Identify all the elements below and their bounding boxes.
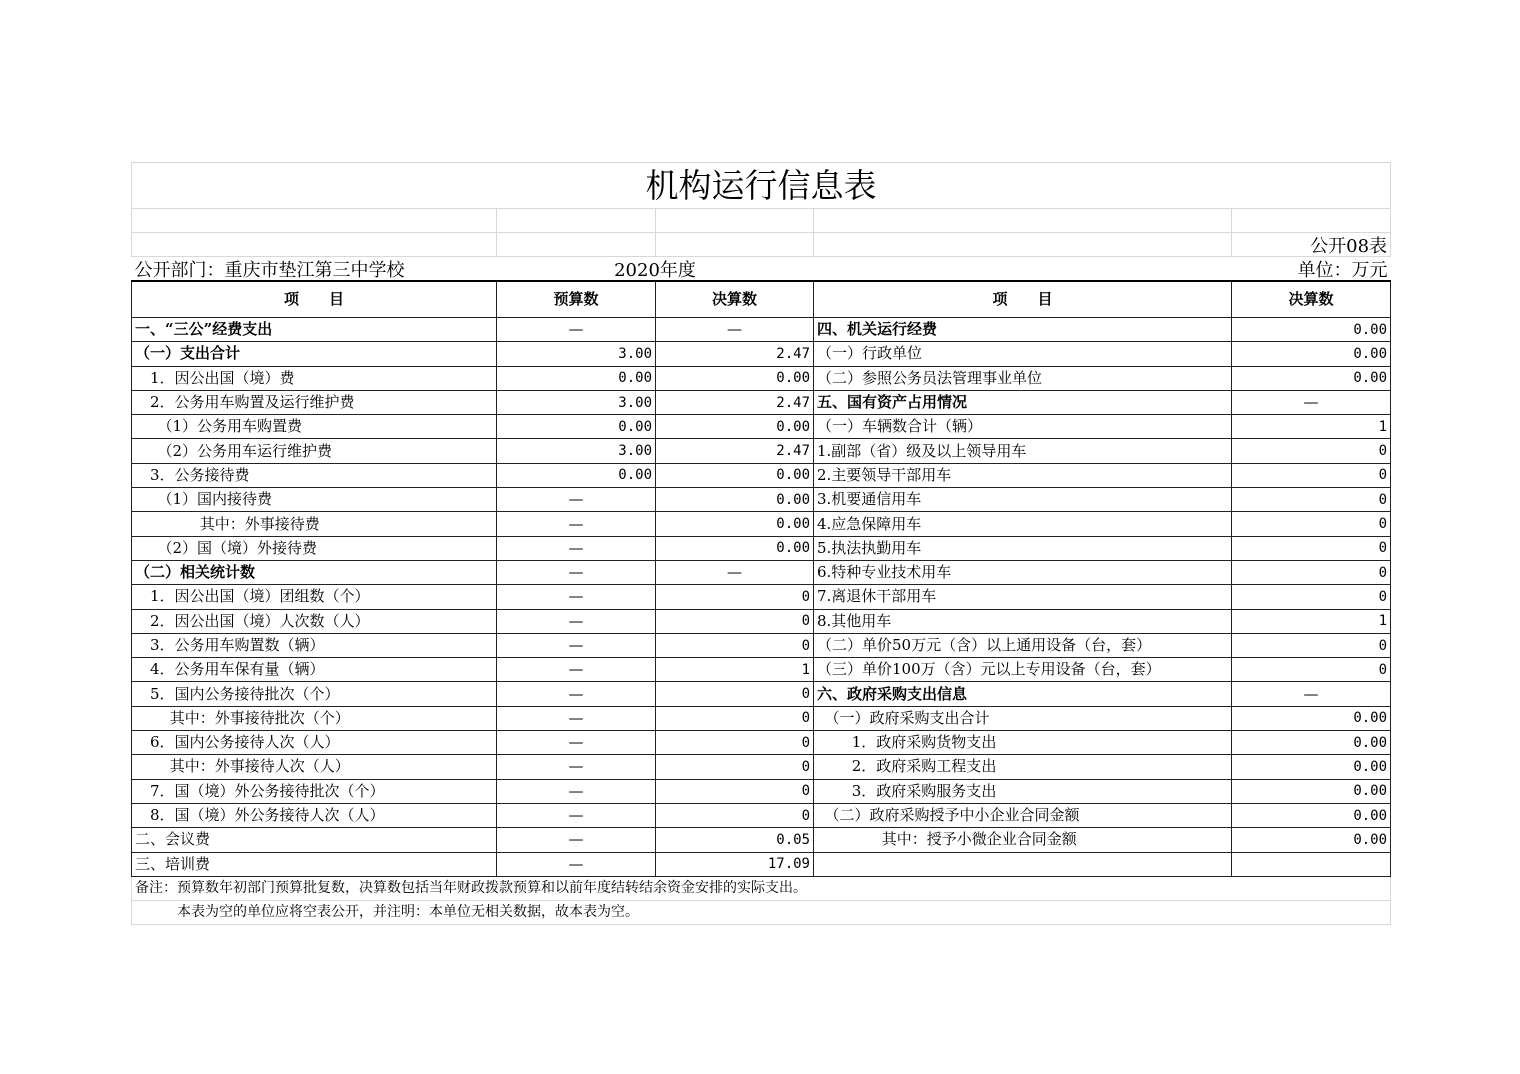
row-budget: —: [497, 706, 656, 730]
row-item-right: 3.机要通信用车: [814, 488, 1232, 512]
row-budget: —: [497, 536, 656, 560]
table-row: [132, 488, 1391, 512]
row-item-right: 6.特种专业技术用车: [814, 560, 1232, 584]
row-final: 2.47: [656, 390, 814, 414]
row-item: 2．因公出国（境）人次数（人）: [132, 609, 497, 633]
row-final-right: 1: [1232, 609, 1391, 633]
row-item: 一、“三公”经费支出: [132, 318, 497, 342]
row-final: 0.00: [656, 366, 814, 390]
table-row: [132, 536, 1391, 560]
row-final-right: 0.00: [1232, 803, 1391, 827]
row-item: 4．公务用车保有量（辆）: [132, 658, 497, 682]
table-row: [132, 463, 1391, 487]
row-final: 0: [656, 755, 814, 779]
row-budget: —: [497, 779, 656, 803]
row-final-right: 0.00: [1232, 779, 1391, 803]
row-final: 0: [656, 609, 814, 633]
table-header: [132, 281, 1391, 318]
table-row: [132, 633, 1391, 657]
note-line-2: 本表为空的单位应将空表公开，并注明：本单位无相关数据，故本表为空。: [132, 900, 1391, 924]
row-final: 0.00: [656, 415, 814, 439]
row-item-right: 3．政府采购服务支出: [814, 779, 1232, 803]
row-final: 0: [656, 585, 814, 609]
row-budget: —: [497, 488, 656, 512]
header-final: 决算数: [656, 281, 814, 318]
row-item-right: 2.主要领导干部用车: [814, 463, 1232, 487]
row-final: 0: [656, 682, 814, 706]
table-row: [132, 390, 1391, 414]
row-budget: —: [497, 512, 656, 536]
row-item: 7．国（境）外公务接待批次（个）: [132, 779, 497, 803]
header-item-left: 项 目: [132, 281, 497, 318]
row-final-right: 0.00: [1232, 366, 1391, 390]
row-budget: 0.00: [497, 463, 656, 487]
row-final: 0: [656, 731, 814, 755]
row-item-right: 8.其他用车: [814, 609, 1232, 633]
row-item-right: （二）单价50万元（含）以上通用设备（台，套）: [814, 633, 1232, 657]
row-item-right: （二）参照公务员法管理事业单位: [814, 366, 1232, 390]
row-final-right: 0: [1232, 463, 1391, 487]
row-final: —: [656, 318, 814, 342]
row-item: 二、会议费: [132, 828, 497, 852]
row-item: 5．国内公务接待批次（个）: [132, 682, 497, 706]
row-item-right: （一）车辆数合计（辆）: [814, 415, 1232, 439]
row-item: （2）公务用车运行维护费: [132, 439, 497, 463]
unit-label: 单位：万元: [1232, 257, 1391, 281]
row-final: 0: [656, 706, 814, 730]
table-row: [132, 366, 1391, 390]
row-item-right: 7.离退休干部用车: [814, 585, 1232, 609]
row-item: （1）公务用车购置费: [132, 415, 497, 439]
row-final-right: 0.00: [1232, 828, 1391, 852]
spacer-row: [132, 209, 1391, 233]
row-item: （2）国（境）外接待费: [132, 536, 497, 560]
row-budget: —: [497, 560, 656, 584]
row-item: 6．国内公务接待人次（人）: [132, 731, 497, 755]
row-budget: —: [497, 609, 656, 633]
row-item-right: （一）行政单位: [814, 342, 1232, 366]
row-final-right: —: [1232, 390, 1391, 414]
row-item: （二）相关统计数: [132, 560, 497, 584]
row-item: 2．公务用车购置及运行维护费: [132, 390, 497, 414]
table-row: [132, 779, 1391, 803]
row-final: —: [656, 560, 814, 584]
row-final-right: 0.00: [1232, 755, 1391, 779]
row-budget: —: [497, 731, 656, 755]
row-item-right: 五、国有资产占用情况: [814, 390, 1232, 414]
row-item-right: （一）政府采购支出合计: [814, 706, 1232, 730]
row-budget: —: [497, 828, 656, 852]
row-item: 1．因公出国（境）费: [132, 366, 497, 390]
row-budget: —: [497, 633, 656, 657]
row-final: 2.47: [656, 342, 814, 366]
row-budget: —: [497, 682, 656, 706]
row-item: 3．公务用车购置数（辆）: [132, 633, 497, 657]
row-final-right: 0.00: [1232, 342, 1391, 366]
row-final: 0.00: [656, 463, 814, 487]
row-budget: —: [497, 585, 656, 609]
table-row: [132, 342, 1391, 366]
table-row: [132, 585, 1391, 609]
row-item: 其中：外事接待费: [132, 512, 497, 536]
row-final: 1: [656, 658, 814, 682]
row-final-right: 0: [1232, 439, 1391, 463]
table-row: [132, 415, 1391, 439]
header-budget: 预算数: [497, 281, 656, 318]
row-item-right: （二）政府采购授予中小企业合同金额: [814, 803, 1232, 827]
row-item: 1．因公出国（境）团组数（个）: [132, 585, 497, 609]
row-item: 3．公务接待费: [132, 463, 497, 487]
row-item-right: 1．政府采购货物支出: [814, 731, 1232, 755]
table-row: [132, 439, 1391, 463]
row-final: 0.05: [656, 828, 814, 852]
row-budget: —: [497, 755, 656, 779]
row-item: 其中：外事接待人次（人）: [132, 755, 497, 779]
row-final-right: 0.00: [1232, 731, 1391, 755]
table-row: [132, 828, 1391, 852]
row-item: 8．国（境）外公务接待人次（人）: [132, 803, 497, 827]
row-item: 其中：外事接待批次（个）: [132, 706, 497, 730]
row-item-right: 4.应急保障用车: [814, 512, 1232, 536]
row-budget: —: [497, 318, 656, 342]
table-row: [132, 682, 1391, 706]
table-row: [132, 658, 1391, 682]
row-budget: —: [497, 803, 656, 827]
year-label: 2020年度: [497, 257, 814, 281]
table-row: [132, 731, 1391, 755]
table-row: [132, 609, 1391, 633]
note-line-1: 备注：预算数年初部门预算批复数，决算数包括当年财政拨款预算和以前年度结转结余资金安排的实际支出。: [132, 876, 1391, 900]
row-final-right: 1: [1232, 415, 1391, 439]
header-final-right: 决算数: [1232, 281, 1391, 318]
row-final: 2.47: [656, 439, 814, 463]
row-item: （一）支出合计: [132, 342, 497, 366]
row-final: 0: [656, 803, 814, 827]
table-row: [132, 755, 1391, 779]
row-final-right: 0.00: [1232, 318, 1391, 342]
row-item-right: [814, 852, 1232, 876]
row-item-right: （三）单价100万（含）元以上专用设备（台，套）: [814, 658, 1232, 682]
table-row: [132, 512, 1391, 536]
row-final: 0.00: [656, 536, 814, 560]
row-item-right: 其中：授予小微企业合同金额: [814, 828, 1232, 852]
table-row: [132, 803, 1391, 827]
row-budget: —: [497, 852, 656, 876]
row-final: 0.00: [656, 488, 814, 512]
row-item-right: 四、机关运行经费: [814, 318, 1232, 342]
row-budget: 3.00: [497, 342, 656, 366]
row-final: 0.00: [656, 512, 814, 536]
row-final-right: 0: [1232, 560, 1391, 584]
row-final: 0: [656, 633, 814, 657]
row-budget: 0.00: [497, 415, 656, 439]
table-row: [132, 852, 1391, 876]
header-item-right: 项 目: [814, 281, 1232, 318]
row-final: 0: [656, 779, 814, 803]
row-item-right: 2．政府采购工程支出: [814, 755, 1232, 779]
row-item: （1）国内接待费: [132, 488, 497, 512]
row-final-right: 0.00: [1232, 706, 1391, 730]
row-final-right: 0: [1232, 512, 1391, 536]
row-final-right: 0: [1232, 488, 1391, 512]
row-item-right: 1.副部（省）级及以上领导用车: [814, 439, 1232, 463]
row-final-right: [1232, 852, 1391, 876]
table-row: [132, 560, 1391, 584]
row-item-right: 六、政府采购支出信息: [814, 682, 1232, 706]
sheet-table: [131, 162, 1391, 925]
table-row: [132, 318, 1391, 342]
row-budget: 3.00: [497, 390, 656, 414]
row-budget: 0.00: [497, 366, 656, 390]
row-final-right: —: [1232, 682, 1391, 706]
table-row: [132, 706, 1391, 730]
row-budget: 3.00: [497, 439, 656, 463]
form-number: 公开08表: [1232, 233, 1391, 257]
department-label: 公开部门：重庆市垫江第三中学校: [132, 257, 497, 281]
row-final-right: 0: [1232, 658, 1391, 682]
row-item: 三、培训费: [132, 852, 497, 876]
row-final: 17.09: [656, 852, 814, 876]
row-budget: —: [497, 658, 656, 682]
info-sheet: [131, 162, 1390, 925]
row-final-right: 0: [1232, 585, 1391, 609]
row-item-right: 5.执法执勤用车: [814, 536, 1232, 560]
page-title: 机构运行信息表: [132, 163, 1391, 209]
row-final-right: 0: [1232, 633, 1391, 657]
row-final-right: 0: [1232, 536, 1391, 560]
